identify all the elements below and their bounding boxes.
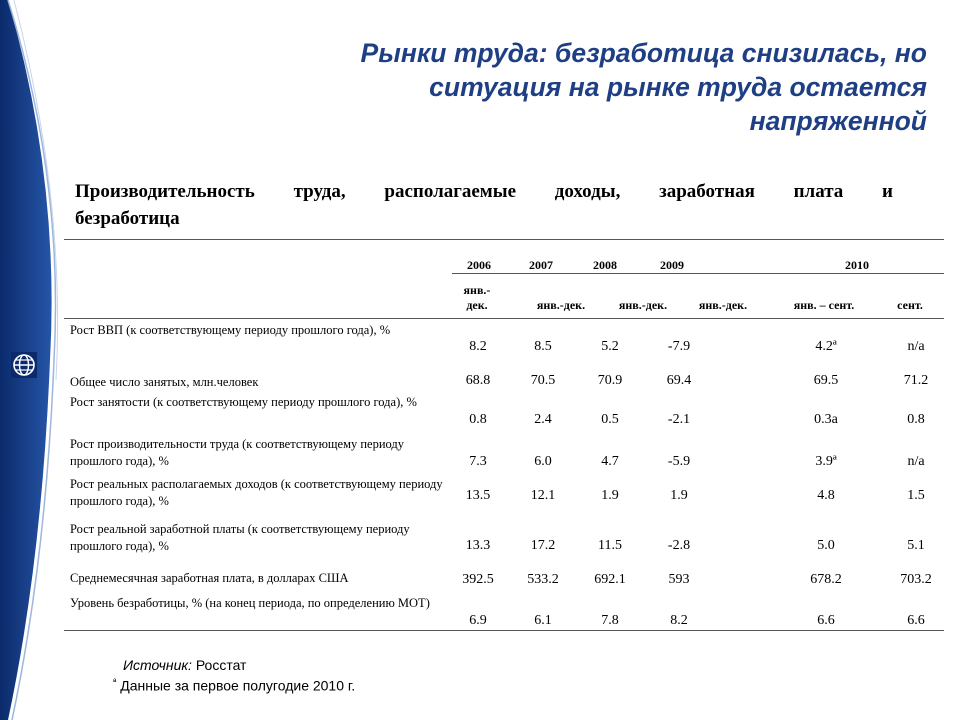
table-cell: 4.7 [601, 454, 619, 469]
table-cell: 6.9 [469, 613, 487, 628]
source-value: Росстат [195, 657, 247, 673]
period-header: янв.-дек. [698, 298, 748, 312]
row-label: Рост реальных располагаемых доходов (к соответствующему периоду прошлого года), % [70, 477, 443, 508]
table-cell: n/a [907, 339, 925, 354]
table-cell: 5.0 [817, 538, 835, 553]
table-cell: 0.8 [469, 412, 487, 427]
title-line: ситуация на рынке труда остается [429, 72, 927, 102]
table-cell: 392.5 [462, 572, 494, 587]
footnote-text: Данные за первое полугодие 2010 г. [120, 677, 356, 694]
table-cell: 13.5 [465, 488, 491, 503]
table-cell: 692.1 [594, 572, 626, 587]
table-cell: 12.1 [530, 488, 556, 503]
table-cell: 0.3a [814, 412, 838, 427]
table-cell: 70.5 [530, 373, 556, 388]
table-cell: 678.2 [810, 572, 842, 587]
row-label: Рост реальной заработной платы (к соответствующему периоду прошлого года), % [70, 522, 410, 553]
table-cell: 1.9 [601, 488, 619, 503]
table-cell: 6.6 [907, 613, 925, 628]
source-note [123, 657, 246, 673]
table-bottom-rule [64, 630, 944, 631]
year-header: 2007 [529, 258, 553, 272]
year-header: 2008 [593, 258, 617, 272]
period-header: янв.-дек. [536, 298, 586, 312]
header-bottom-rule [64, 318, 944, 319]
table-cell: -2.1 [667, 412, 691, 427]
title-line: напряженной [749, 106, 927, 136]
table-cell: -5.9 [667, 454, 691, 469]
year-underline-rule [452, 273, 944, 274]
caption-line: Производительность труда, располагаемые доходы, заработная плата и [75, 181, 893, 202]
table-cell: 69.4 [666, 373, 692, 388]
decorative-side-band [0, 0, 60, 720]
table-cell: 6.6 [817, 613, 835, 628]
period-header: янв.-дек. [463, 283, 491, 312]
table-cell: -7.9 [667, 339, 691, 354]
period-header: сент. [897, 298, 923, 312]
period-header: янв. – сент. [793, 298, 855, 312]
table-cell: 13.3 [465, 538, 491, 553]
footnote-mark: ª [113, 677, 117, 687]
row-label: Среднемесячная заработная плата, в долларах США [70, 571, 349, 585]
source-label: Источник: [123, 657, 192, 673]
caption-line: безработица [75, 208, 180, 229]
table-cell: 5.2 [601, 339, 619, 354]
table-cell: 0.8 [907, 412, 925, 427]
table-cell: 3.9ª [815, 454, 837, 469]
table-cell: 593 [668, 572, 690, 587]
year-header: 2010 [845, 258, 869, 272]
table-cell: 71.2 [903, 373, 929, 388]
row-label: Рост занятости (к соответствующему периоду прошлого года), % [70, 395, 417, 409]
period-header: янв.-дек. [618, 298, 668, 312]
table-cell: 8.2 [670, 613, 688, 628]
page-title [170, 36, 927, 138]
table-cell: 11.5 [598, 538, 622, 553]
table-cell: 5.1 [907, 538, 925, 553]
row-label: Рост ВВП (к соответствующему периоду прошлого года), % [70, 323, 391, 337]
title-line: Рынки труда: безработица снизилась, но [360, 38, 927, 68]
table-caption [75, 178, 893, 232]
table-cell: 4.8 [817, 488, 835, 503]
table-cell: 2.4 [534, 412, 552, 427]
table-cell: 6.0 [534, 454, 552, 469]
table-cell: 7.3 [469, 454, 487, 469]
table-cell: 533.2 [527, 572, 559, 587]
table-cell: 8.5 [534, 339, 552, 354]
table-cell: 4.2ª [815, 339, 837, 354]
year-header: 2009 [660, 258, 684, 272]
table-cell: 68.8 [465, 373, 491, 388]
row-label: Уровень безработицы, % (на конец периода, по определению МОТ) [70, 596, 430, 610]
table-cell: 8.2 [469, 339, 487, 354]
table-cell: 1.5 [907, 488, 925, 503]
row-label: Рост производительности труда (к соответствующему периоду прошлого года), % [70, 437, 405, 468]
table-cell: 70.9 [597, 373, 623, 388]
table-cell: 6.1 [534, 613, 552, 628]
table-cell: 0.5 [601, 412, 619, 427]
table-cell: n/a [907, 454, 925, 469]
table-top-rule [64, 239, 944, 240]
table-cell: -2.8 [667, 538, 691, 553]
year-header: 2006 [467, 258, 491, 272]
row-label: Общее число занятых, млн.человек [70, 375, 259, 389]
table-cell: 703.2 [900, 572, 932, 587]
table-cell: 17.2 [530, 538, 556, 553]
table-cell: 7.8 [601, 613, 619, 628]
world-bank-globe-icon [11, 352, 37, 378]
table-cell: 1.9 [670, 488, 688, 503]
table-cell: 69.5 [813, 373, 839, 388]
footnote [113, 677, 355, 694]
